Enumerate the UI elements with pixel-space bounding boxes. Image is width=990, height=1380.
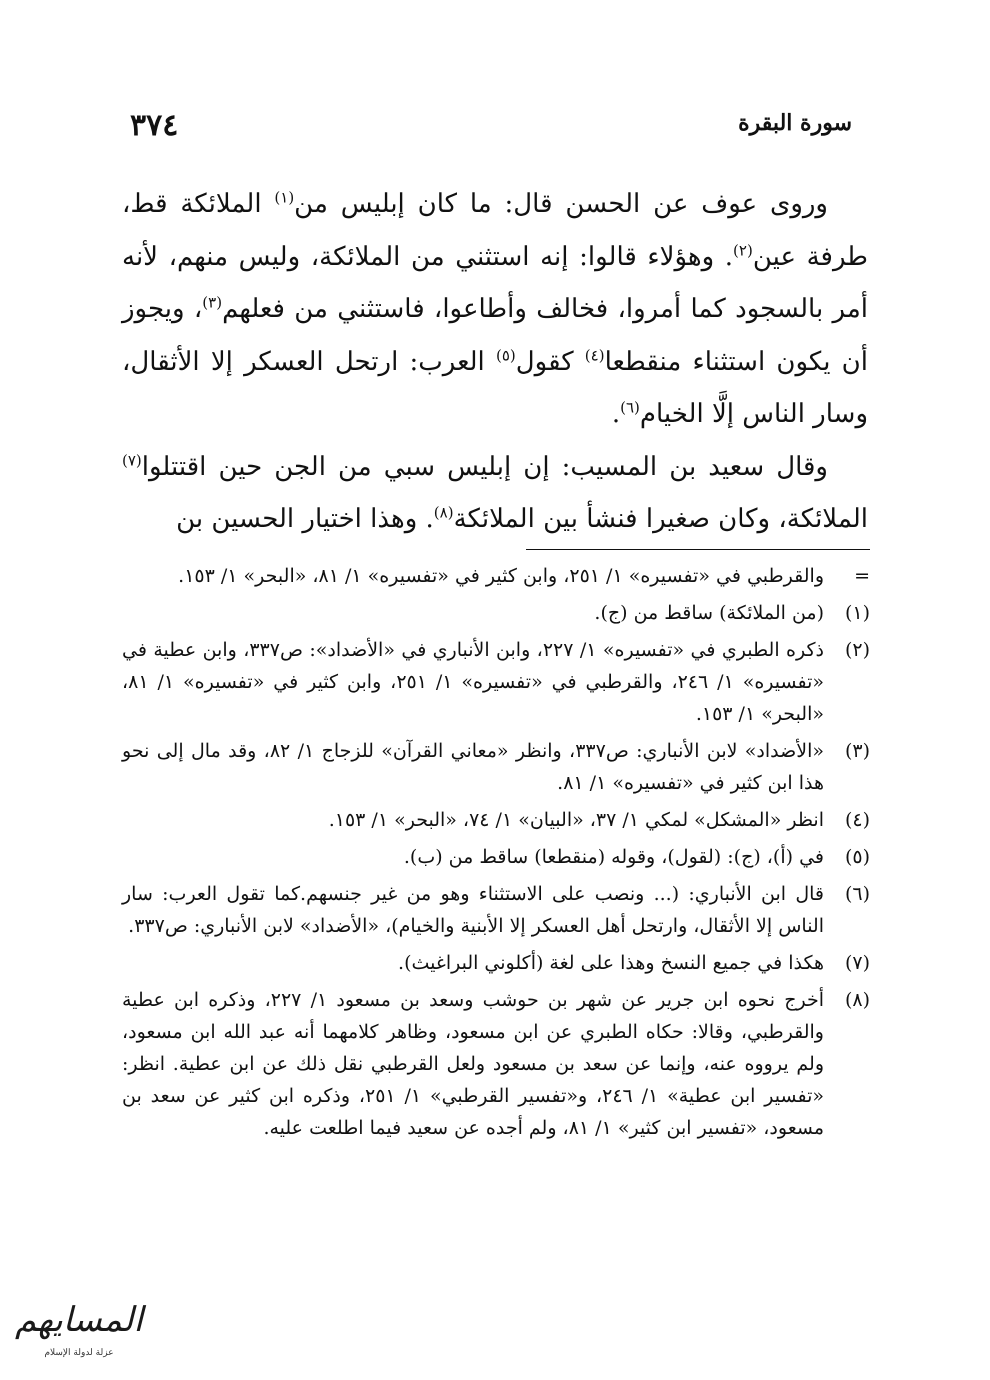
footnote-8 — [122, 984, 870, 1144]
footnote-ref-3: (٣) — [202, 293, 223, 312]
footnote-continuation — [122, 560, 870, 592]
footnote-ref-5: (٥) — [495, 345, 516, 364]
footnote-number: (٤) — [844, 809, 870, 831]
footnotes — [122, 560, 870, 1149]
footnote-text: هكذا في جميع النسخ وهذا على لغة (أكلوني البراغيث). — [398, 952, 824, 974]
footnote-number: = — [854, 565, 870, 587]
text-run: الملائكة قط، طرفة عين — [122, 189, 868, 272]
footnote-4 — [122, 804, 870, 836]
footnote-number: (٣) — [844, 740, 870, 762]
footnote-5 — [122, 841, 870, 873]
footnote-ref-8: (٨) — [433, 503, 454, 522]
footnote-ref-7: (٧) — [122, 450, 142, 469]
footnote-6 — [122, 878, 870, 942]
text-run: الملائكة، وكان صغيرا فنشأ بين الملائكة — [453, 504, 868, 534]
footnote-divider — [526, 549, 870, 550]
footnote-text: «الأضداد» لابن الأنباري: ص٣٣٧، وانظر «معاني القرآن» للزجاج ١/ ٨٢، وقد مال إلى نحو هذا ابن كثير في «تفسيره» ١/ ٨١. — [122, 740, 825, 794]
watermark-logo — [4, 1300, 154, 1366]
main-text — [122, 178, 868, 546]
text-run: . — [611, 399, 621, 429]
text-run: كقول — [515, 346, 585, 377]
footnote-number: (٧) — [844, 952, 870, 974]
text-run: وروى عوف عن الحسن قال: ما كان إبليس من — [294, 189, 828, 219]
page-header — [130, 108, 852, 152]
footnote-1 — [122, 597, 870, 629]
footnote-text: أخرج نحوه ابن جرير عن شهر بن حوشب وسعد بن مسعود ١/ ٢٢٧، وذكره ابن عطية والقرطبي، وقالا: حكاه الطبري عن ابن مسعود، وظاهر كلامهما أنه عبد الله ابن مسعود، ولم يرووه عنه، وإنما عن سعد بن مسعود ولعل القرطبي نقل ذلك عن ابن عطية. انظر: «تفسير ابن عطية» ١/ ٢٤٦، و«تفسير القرطبي» ١/ ٢٥١، وذكره ابن كثير عن سعد بن مسعود، «تفسير ابن كثير» ١/ ٨١، ولم أجده عن سعيد فيما اطلعت عليه. — [122, 989, 824, 1139]
logo-text: المسايهم — [15, 1300, 143, 1340]
footnote-ref-6: (٦) — [620, 398, 640, 417]
footnote-2 — [122, 634, 870, 730]
page-number: ٣٧٤ — [130, 108, 179, 143]
footnote-text: انظر «المشكل» لمكي ١/ ٣٧، «البيان» ١/ ٧٤، «البحر» ١/ ١٥٣. — [328, 809, 824, 831]
paragraph-1 — [122, 178, 868, 441]
text-run: . وهذا اختيار الحسين بن — [176, 504, 434, 534]
footnote-number: (١) — [844, 602, 870, 624]
logo-subtext: عزلة لدولة الإسلام — [44, 1348, 114, 1358]
footnote-ref-4: (٤) — [584, 345, 605, 364]
text-run: وقال سعيد بن المسيب: إن إبليس سبي من الجن حين اقتتلوا — [141, 451, 828, 482]
footnote-3 — [122, 735, 870, 799]
text-run: ، ويجوز أن يكون استثناء منقطعا — [122, 294, 868, 377]
text-run: العرب: ارتحل العسكر إلا الأثقال، وسار الناس إلَّا الخيام — [122, 346, 868, 429]
footnote-ref-2: (٢) — [733, 240, 753, 259]
footnote-number: (٥) — [844, 846, 870, 868]
footnote-text: قال ابن الأنباري: (... ونصب على الاستثناء وهو من غير جنسهم.كما تقول العرب: سار الناس إلا الأثقال، وارتحل أهل العسكر إلا الأبنية والخيام)، «الأضداد» لابن الأنباري: ص٣٣٧. — [122, 883, 824, 937]
footnote-text: (من الملائكة) ساقط من (ج). — [594, 602, 824, 624]
footnote-7 — [122, 947, 870, 979]
footnote-ref-1: (١) — [274, 188, 295, 207]
surah-title: سورة البقرة — [738, 110, 852, 136]
footnote-text: ذكره الطبري في «تفسيره» ١/ ٢٢٧، وابن الأنباري في «الأضداد»: ص٣٣٧، وابن عطية في «تفسيره» ١/ ٢٤٦، والقرطبي في «تفسيره» ١/ ٢٥١، وابن كثير في «تفسيره» ١/ ٨١، «البحر» ١/ ١٥٣. — [122, 639, 824, 725]
text-run: . وهؤلاء قالوا: إنه استثني من الملائكة، وليس منهم، لأنه أمر بالسجود كما أمروا، فخالف وأطاعوا، فاستثني من فعلهم — [122, 241, 868, 324]
footnote-text: والقرطبي في «تفسيره» ١/ ٢٥١، وابن كثير في «تفسيره» ١/ ٨١، «البحر» ١/ ١٥٣. — [178, 565, 824, 587]
paragraph-2 — [122, 441, 868, 546]
footnote-text: في (أ)، (ج): (لقول)، وقوله (منقطعا) ساقط من (ب). — [403, 846, 824, 868]
footnote-number: (٢) — [844, 639, 870, 661]
footnote-number: (٦) — [844, 883, 870, 905]
footnote-number: (٨) — [844, 989, 870, 1011]
